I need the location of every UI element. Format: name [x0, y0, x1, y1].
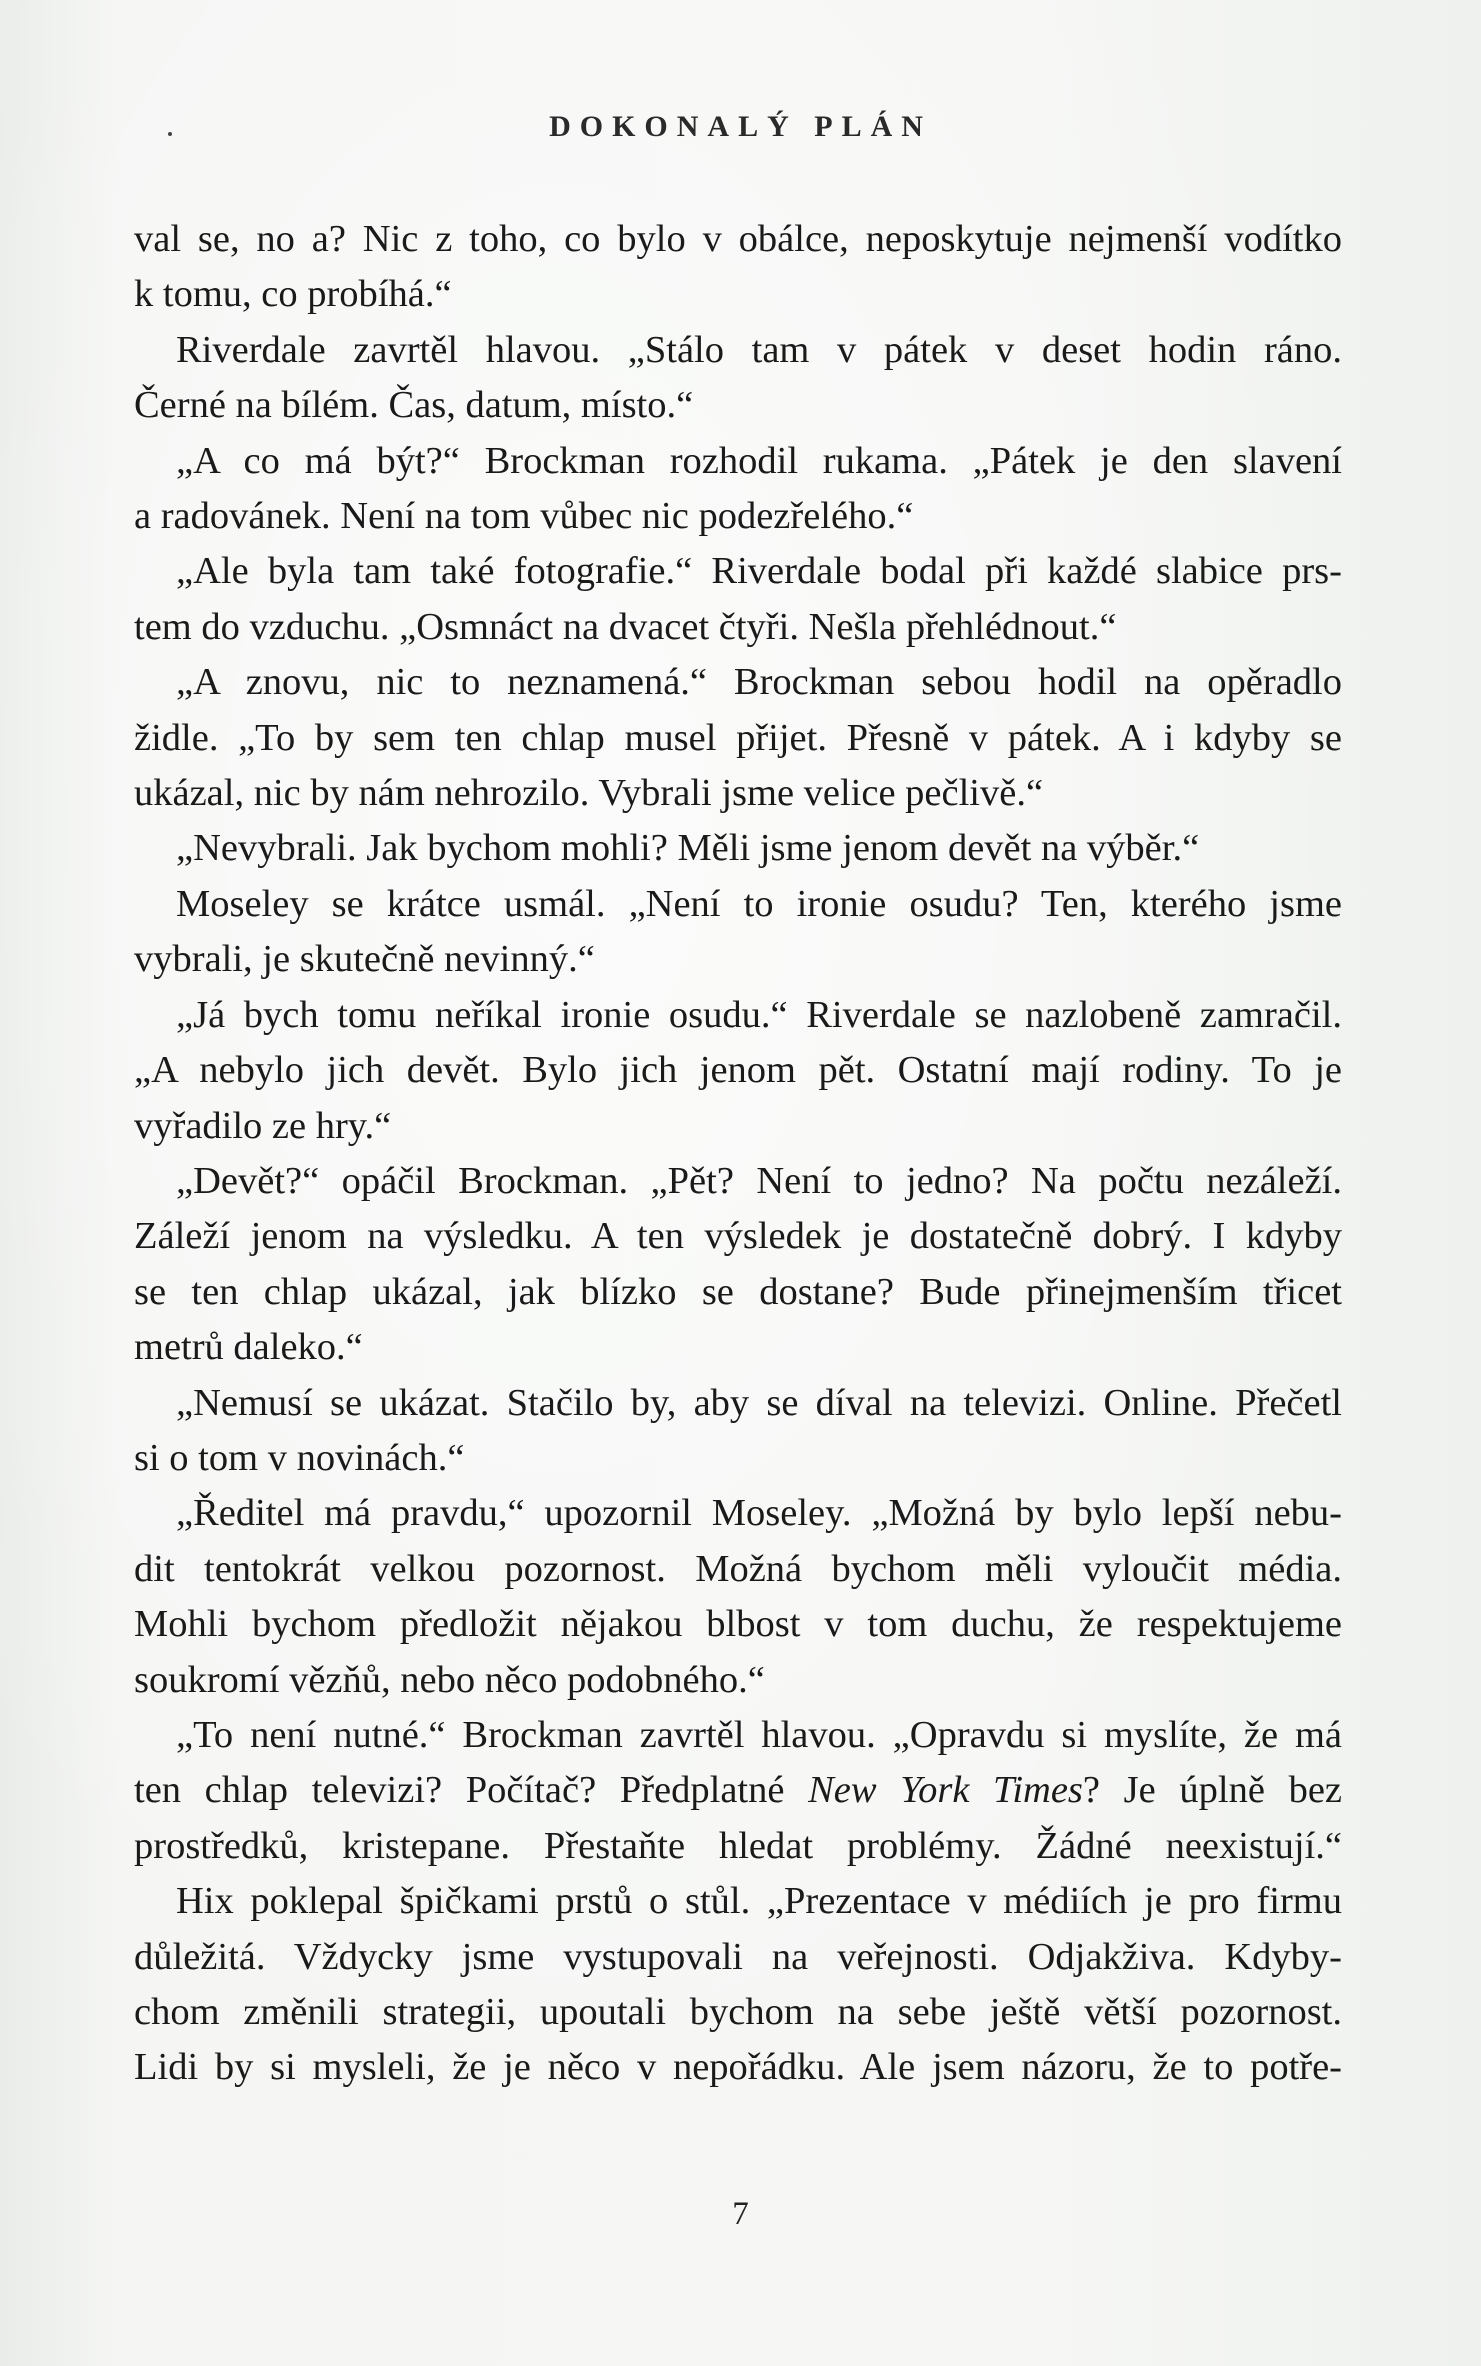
text-line: „To není nutné.“ Brockman zavrtěl hlavou. „Opravdu si myslíte, že má — [176, 1713, 1342, 1756]
text-line: „Ředitel má pravdu,“ upozornil Moseley. „Možná by bylo lepší nebu- — [176, 1492, 1342, 1535]
text-line: „Nemusí se ukázat. Stačilo by, aby se díval na televizi. Online. Přečetl — [176, 1381, 1342, 1424]
page-number: 7 — [732, 2196, 749, 2232]
text-line: „Devět?“ opáčil Brockman. „Pět? Není to jedno? Na počtu nezáleží. — [176, 1159, 1342, 1202]
text-line: židle. „To by sem ten chlap musel přijet. Přesně v pátek. A i kdyby se — [134, 716, 1342, 759]
text-line: metrů daleko.“ — [134, 1326, 363, 1369]
text-run: ? Je úplně bez — [1082, 1769, 1342, 1812]
text-line: Mohli bychom předložit nějakou blbost v tom duchu, že respektujeme — [134, 1603, 1342, 1646]
text-line — [134, 1763, 1342, 1818]
text-line: chom změnili strategii, upoutali bychom na sebe ještě větší pozornost. — [134, 1991, 1342, 2033]
text-line: vyřadilo ze hry.“ — [134, 1104, 392, 1147]
body-text — [134, 212, 1342, 2096]
running-header: DOKONALÝ PLÁN — [549, 110, 932, 143]
text-line: „A nebylo jich devět. Bylo jich jenom pět. Ostatní mají rodiny. To je — [134, 1049, 1342, 1092]
text-line: Riverdale zavrtěl hlavou. „Stálo tam v pátek v deset hodin ráno. — [176, 328, 1342, 371]
text-line: „A co má být?“ Brockman rozhodil rukama. „Pátek je den slavení — [176, 439, 1342, 482]
text-line: ukázal, nic by nám nehrozilo. Vybrali jsme velice pečlivě.“ — [134, 772, 1044, 815]
text-line: vybrali, je skutečně nevinný.“ — [134, 938, 595, 981]
text-run: ten chlap televizi? Počítač? Předplatné — [134, 1769, 785, 1812]
text-line: důležitá. Vždycky jsme vystupovali na veřejnosti. Odjakživa. Kdyby- — [134, 1935, 1342, 1978]
text-line: Černé na bílém. Čas, datum, místo.“ — [134, 384, 694, 427]
text-line: prostředků, kristepane. Přestaňte hledat problémy. Žádné neexistují.“ — [134, 1824, 1342, 1867]
text-line: „A znovu, nic to neznamená.“ Brockman sebou hodil na opěradlo — [176, 661, 1342, 704]
text-line: tem do vzduchu. „Osmnáct na dvacet čtyři. Nešla přehlédnout.“ — [134, 605, 1117, 648]
text-line: „Ale byla tam také fotografie.“ Riverdale bodal při každé slabice prs- — [176, 550, 1342, 593]
text-line: se ten chlap ukázal, jak blízko se dostane? Bude přinejmenším třicet — [134, 1270, 1342, 1313]
text-line: soukromí vězňů, nebo něco podobného.“ — [134, 1658, 765, 1701]
text-line: Lidi by si mysleli, že je něco v nepořádku. Ale jsem názoru, že to potře- — [134, 2046, 1342, 2089]
newspaper-title: New York Times — [808, 1769, 1083, 1812]
text-line: Moseley se krátce usmál. „Není to ironie osudu? Ten, kterého jsme — [176, 882, 1342, 925]
text-line: „Nevybrali. Jak bychom mohli? Měli jsme jenom devět na výběr.“ — [176, 827, 1200, 870]
text-line: val se, no a? Nic z toho, co bylo v obálce, neposkytuje nejmenší vodítko — [134, 218, 1342, 260]
text-line: Hix poklepal špičkami prstů o stůl. „Prezentace v médiích je pro firmu — [176, 1880, 1342, 1923]
text-line: Záleží jenom na výsledku. A ten výsledek je dostatečně dobrý. I kdyby — [134, 1215, 1342, 1258]
text-line: dit tentokrát velkou pozornost. Možná bychom měli vyloučit média. — [134, 1547, 1342, 1590]
text-line: „Já bych tomu neříkal ironie osudu.“ Riverdale se nazlobeně zamračil. — [176, 993, 1342, 1036]
text-line: a radovánek. Není na tom vůbec nic podezřelého.“ — [134, 495, 914, 538]
text-line: k tomu, co probíhá.“ — [134, 273, 452, 316]
text-line: si o tom v novinách.“ — [134, 1436, 465, 1479]
